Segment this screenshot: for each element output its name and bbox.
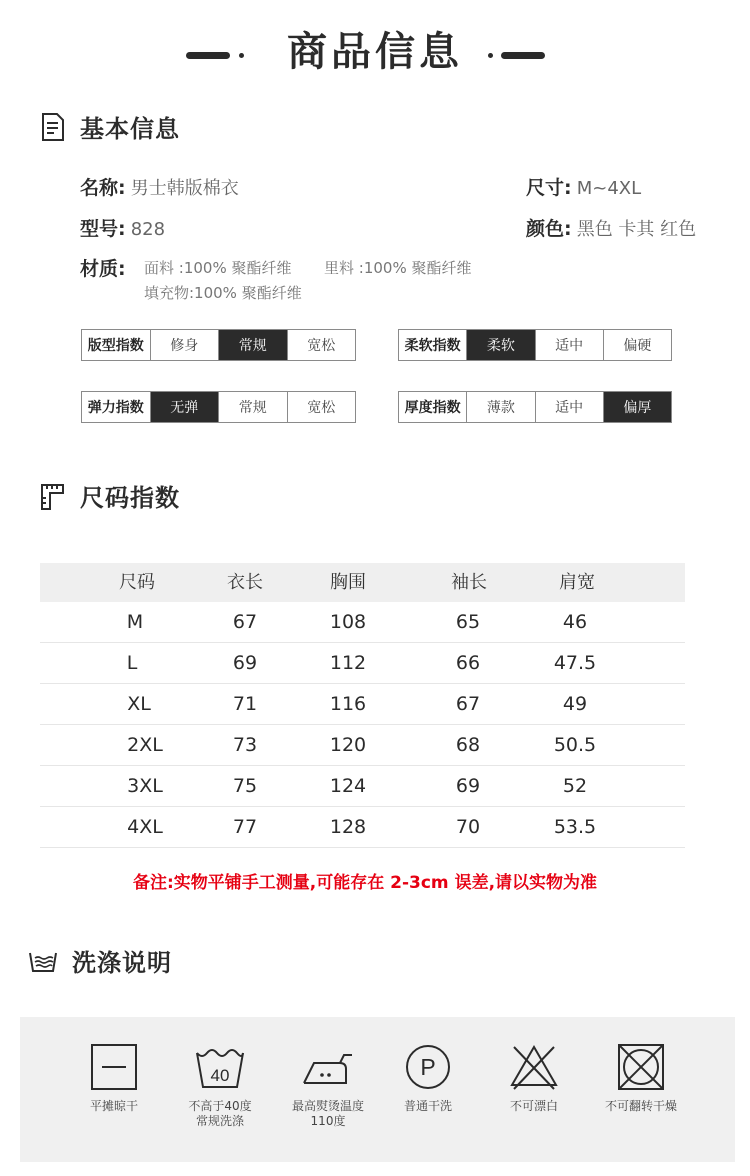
table-cell: L bbox=[126, 652, 138, 674]
color-value: 黑色 卡其 红色 bbox=[576, 219, 697, 240]
title-right-dot bbox=[488, 53, 493, 58]
index-option: 适中 bbox=[535, 330, 603, 360]
index-option: 薄款 bbox=[466, 392, 534, 422]
basic-info-heading bbox=[40, 109, 180, 144]
table-cell: 49 bbox=[562, 693, 588, 715]
column-header: 胸围 bbox=[330, 572, 366, 593]
color-row bbox=[526, 214, 696, 241]
softness-index bbox=[398, 329, 672, 361]
dry-clean-p-icon bbox=[404, 1043, 452, 1091]
table-cell: 2XL bbox=[127, 734, 163, 756]
table-cell: 128 bbox=[329, 816, 367, 838]
care-caption: 不高于40度 bbox=[188, 1099, 252, 1113]
column-header: 衣长 bbox=[227, 572, 263, 593]
column-header: 尺码 bbox=[119, 572, 155, 593]
index-label: 厚度指数 bbox=[404, 400, 461, 416]
section-title: 尺码指数 bbox=[80, 484, 180, 512]
care-item-wash-40 bbox=[170, 1017, 270, 1129]
table-cell: 65 bbox=[455, 611, 481, 633]
color-key: 颜色: bbox=[526, 218, 572, 240]
model-key: 型号: bbox=[80, 218, 126, 240]
no-tumble-dry-icon bbox=[617, 1043, 665, 1091]
table-cell: 70 bbox=[455, 816, 481, 838]
table-cell: 52 bbox=[562, 775, 588, 797]
size-row bbox=[526, 173, 641, 200]
index-option-selected: 无弹 bbox=[150, 392, 219, 422]
care-item-dry-clean bbox=[378, 1017, 478, 1114]
table-row bbox=[40, 602, 685, 643]
material-filling: 填充物:100% 聚酯纤维 bbox=[144, 284, 302, 302]
size-table bbox=[40, 563, 685, 848]
dry-flat-icon bbox=[90, 1043, 138, 1091]
dry-clean-symbol: P bbox=[420, 1054, 436, 1080]
care-caption-2: 常规洗涤 bbox=[195, 1114, 244, 1128]
table-header bbox=[40, 563, 685, 602]
elasticity-index bbox=[81, 391, 356, 423]
table-cell: 53.5 bbox=[553, 816, 597, 838]
table-cell: 120 bbox=[329, 734, 367, 756]
wash-temperature: 40 bbox=[210, 1066, 230, 1085]
table-cell: 69 bbox=[455, 775, 481, 797]
index-option: 偏硬 bbox=[603, 330, 671, 360]
index-option: 常规 bbox=[218, 392, 287, 422]
index-option-selected: 柔软 bbox=[466, 330, 534, 360]
ruler-icon bbox=[40, 481, 66, 511]
title-right-bar bbox=[501, 52, 545, 59]
table-cell: 71 bbox=[232, 693, 258, 715]
name-key: 名称: bbox=[80, 177, 126, 199]
index-label: 版型指数 bbox=[87, 338, 144, 354]
table-cell: 46 bbox=[562, 611, 588, 633]
material-lining: 里料 :100% 聚酯纤维 bbox=[324, 259, 472, 277]
table-cell: 67 bbox=[455, 693, 481, 715]
index-option: 宽松 bbox=[287, 330, 356, 360]
table-cell: 3XL bbox=[127, 775, 163, 797]
iron-icon bbox=[300, 1043, 356, 1091]
care-caption: 平摊晾干 bbox=[89, 1099, 138, 1113]
material-key: 材质: bbox=[80, 258, 126, 280]
index-option: 修身 bbox=[150, 330, 219, 360]
care-item-dry-flat bbox=[64, 1017, 164, 1114]
table-cell: 73 bbox=[232, 734, 258, 756]
care-panel bbox=[20, 1017, 735, 1162]
table-cell: 66 bbox=[455, 652, 481, 674]
table-cell: 75 bbox=[232, 775, 258, 797]
size-value: M~4XL bbox=[576, 178, 642, 199]
fit-index bbox=[81, 329, 356, 361]
care-caption: 不可漂白 bbox=[509, 1099, 558, 1113]
table-cell: 77 bbox=[232, 816, 258, 838]
table-row bbox=[40, 766, 685, 807]
section-title: 基本信息 bbox=[80, 115, 180, 143]
model-value: 828 bbox=[130, 219, 166, 240]
name-value: 男士韩版棉衣 bbox=[130, 178, 239, 199]
document-icon bbox=[40, 112, 66, 142]
index-option-selected: 偏厚 bbox=[603, 392, 671, 422]
table-cell: 69 bbox=[232, 652, 258, 674]
size-key: 尺寸: bbox=[526, 177, 572, 199]
care-caption-2: 110度 bbox=[310, 1114, 346, 1128]
index-label: 柔软指数 bbox=[404, 338, 461, 354]
table-cell: M bbox=[126, 611, 144, 633]
care-caption: 不可翻转干燥 bbox=[604, 1099, 677, 1113]
table-cell: 108 bbox=[329, 611, 367, 633]
size-index-heading bbox=[40, 478, 180, 513]
section-title: 洗涤说明 bbox=[72, 949, 172, 977]
index-label: 弹力指数 bbox=[87, 400, 144, 416]
table-cell: 124 bbox=[329, 775, 367, 797]
care-item-iron bbox=[278, 1017, 378, 1129]
page-title: 商品信息 bbox=[287, 29, 463, 75]
material-fabric: 面料 :100% 聚酯纤维 bbox=[144, 259, 292, 277]
column-header: 肩宽 bbox=[559, 572, 595, 593]
no-bleach-icon bbox=[508, 1043, 560, 1091]
table-cell: 4XL bbox=[127, 816, 163, 838]
washing-heading bbox=[28, 943, 172, 978]
index-option-selected: 常规 bbox=[218, 330, 287, 360]
index-option: 宽松 bbox=[287, 392, 356, 422]
wash-40-icon bbox=[194, 1043, 246, 1091]
column-header: 袖长 bbox=[451, 572, 487, 593]
care-caption: 普通干洗 bbox=[403, 1099, 452, 1113]
table-cell: 116 bbox=[329, 693, 367, 715]
index-option: 适中 bbox=[535, 392, 603, 422]
washing-tub-icon bbox=[28, 947, 58, 975]
name-row bbox=[80, 173, 239, 200]
table-cell: 47.5 bbox=[553, 652, 597, 674]
table-cell: XL bbox=[127, 693, 151, 715]
table-row bbox=[40, 807, 685, 848]
care-item-no-bleach bbox=[484, 1017, 584, 1114]
care-item-no-tumble-dry bbox=[591, 1017, 691, 1114]
care-caption: 最高熨烫温度 bbox=[291, 1099, 364, 1113]
table-row bbox=[40, 725, 685, 766]
table-row bbox=[40, 684, 685, 725]
table-cell: 112 bbox=[329, 652, 367, 674]
thickness-index bbox=[398, 391, 672, 423]
measurement-note: 备注:实物平铺手工测量,可能存在 2-3cm 误差,请以实物为准 bbox=[132, 873, 598, 893]
table-cell: 68 bbox=[455, 734, 481, 756]
table-cell: 67 bbox=[232, 611, 258, 633]
table-row bbox=[40, 643, 685, 684]
model-row bbox=[80, 214, 165, 241]
main-title bbox=[0, 14, 750, 75]
table-cell: 50.5 bbox=[553, 734, 597, 756]
